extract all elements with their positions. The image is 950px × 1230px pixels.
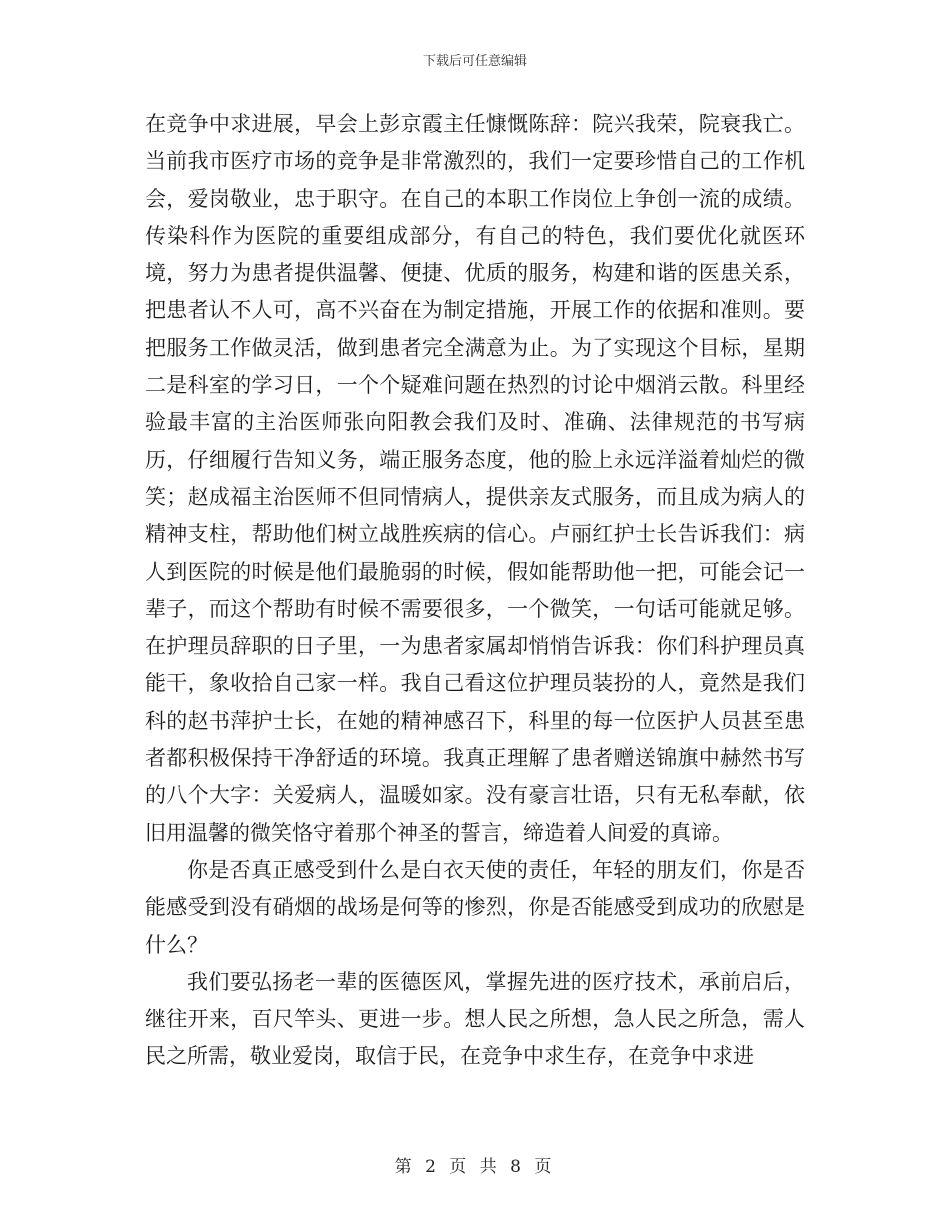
paragraph-closing: 我们要弘扬老一辈的医德医风，掌握先进的医疗技术，承前启后，继往开来，百尺竿头、更进一步。想人民之所想，急人民之所急，需人民之所需，敬业爱岗，取信于民，在竞争中求生存，在竞争中求进 — [145, 969, 805, 1069]
header-note: 下载后可任意编辑 — [422, 54, 527, 69]
page-number: 第 2 页 共 8 页 — [394, 1157, 556, 1177]
paragraph-continuation: 在竞争中求进展，早会上彭京霞主任慷慨陈辞：院兴我荣，院衰我亡。当前我市医疗市场的竞争是非常激烈的，我们一定要珍惜自己的工作机会，爱岗敬业，忠于职守。在自己的本职工作岗位上争创一流的成绩。传染科作为医院的重要组成部分，有自己的特色，我们要优化就医环境，努力为患者提供温馨、便捷、优质的服务，构建和谐的医患关系，把患者认不人可，高不兴奋在为制定措施，开展工作的依据和准则。要把服务工作做灵活，做到患者完全满意为止。为了实现这个目标，星期二是科室的学习日，一个个疑难问题在热烈的讨论中烟消云散。科里经验最丰富的主治医师张向阳教会我们及时、准确、法律规范的书写病历，仔细履行告知义务，端正服务态度，他的脸上永远洋溢着灿烂的微笑；赵成福主治医师不但同情病人，提供亲友式服务，而且成为病人的精神支柱，帮助他们树立战胜疾病的信心。卢丽红护士长告诉我们：病人到医院的时候是他们最脆弱的时候，假如能帮助他一把，可能会记一辈子，而这个帮助有时候不需要很多，一个微笑，一句话可能就足够。在护理员辞职的日子里，一为患者家属却悄悄告诉我：你们科护理员真能干，象收拾自己家一样。我自己看这位护理员装扮的人，竟然是我们科的赵书萍护士长，在她的精神感召下，科里的每一位医护人员甚至患者都积极保持干净舒适的环境。我真正理解了患者赠送锦旗中赫然书写的八个大字：关爱病人，温暖如家。没有豪言壮语，只有无私奉献，依旧用温馨的微笑恪守着那个神圣的誓言，缔造着人间爱的真谛。 — [145, 112, 805, 845]
body-text — [145, 106, 805, 1076]
paragraph-question: 你是否真正感受到什么是白衣天使的责任，年轻的朋友们，你是否能感受到没有硝烟的战场是何等的惨烈，你是否能感受到成功的欣慰是什么？ — [145, 857, 805, 957]
